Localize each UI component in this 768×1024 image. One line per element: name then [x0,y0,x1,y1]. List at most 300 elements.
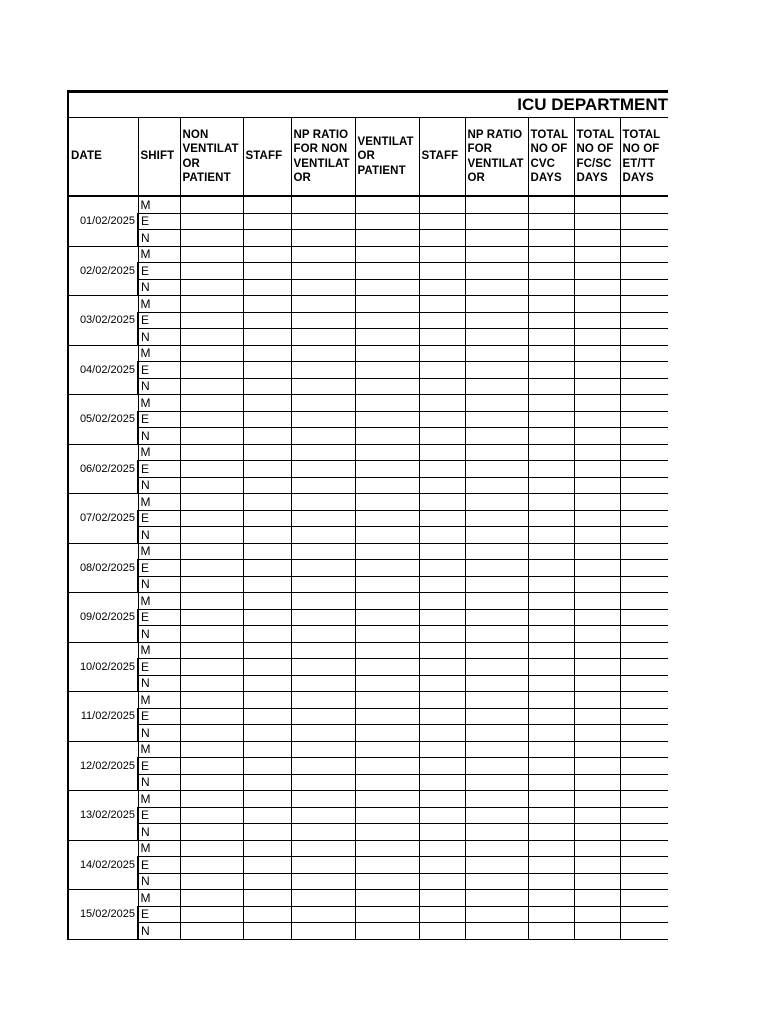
entry-cell[interactable] [243,527,291,544]
entry-cell[interactable] [291,395,355,412]
entry-cell[interactable] [291,840,355,857]
entry-cell[interactable] [355,692,419,709]
entry-cell[interactable] [243,923,291,940]
entry-cell[interactable] [419,576,465,593]
entry-cell[interactable] [528,708,574,725]
entry-cell[interactable] [528,576,574,593]
entry-cell[interactable] [419,213,465,230]
entry-cell[interactable] [419,246,465,263]
entry-cell[interactable] [243,642,291,659]
entry-cell[interactable] [419,560,465,577]
entry-cell[interactable] [419,758,465,775]
entry-cell[interactable] [355,428,419,445]
entry-cell[interactable] [180,593,243,610]
entry-cell[interactable] [419,494,465,511]
entry-cell[interactable] [355,296,419,313]
entry-cell[interactable] [620,196,668,213]
entry-cell[interactable] [291,560,355,577]
entry-cell[interactable] [574,675,620,692]
entry-cell[interactable] [419,593,465,610]
entry-cell[interactable] [528,543,574,560]
entry-cell[interactable] [419,378,465,395]
entry-cell[interactable] [355,659,419,676]
entry-cell[interactable] [528,312,574,329]
entry-cell[interactable] [528,906,574,923]
entry-cell[interactable] [528,461,574,478]
entry-cell[interactable] [355,510,419,527]
entry-cell[interactable] [180,857,243,874]
entry-cell[interactable] [465,807,528,824]
entry-cell[interactable] [528,659,574,676]
entry-cell[interactable] [355,791,419,808]
entry-cell[interactable] [528,362,574,379]
entry-cell[interactable] [355,758,419,775]
entry-cell[interactable] [465,428,528,445]
entry-cell[interactable] [291,543,355,560]
entry-cell[interactable] [419,609,465,626]
entry-cell[interactable] [574,807,620,824]
entry-cell[interactable] [528,494,574,511]
entry-cell[interactable] [180,296,243,313]
entry-cell[interactable] [528,560,574,577]
entry-cell[interactable] [291,642,355,659]
entry-cell[interactable] [528,609,574,626]
entry-cell[interactable] [291,279,355,296]
entry-cell[interactable] [465,692,528,709]
entry-cell[interactable] [465,230,528,247]
entry-cell[interactable] [419,329,465,346]
entry-cell[interactable] [291,659,355,676]
entry-cell[interactable] [243,725,291,742]
entry-cell[interactable] [243,395,291,412]
entry-cell[interactable] [243,774,291,791]
entry-cell[interactable] [180,444,243,461]
entry-cell[interactable] [180,807,243,824]
entry-cell[interactable] [291,477,355,494]
entry-cell[interactable] [419,527,465,544]
entry-cell[interactable] [419,543,465,560]
entry-cell[interactable] [465,527,528,544]
entry-cell[interactable] [291,196,355,213]
entry-cell[interactable] [528,692,574,709]
entry-cell[interactable] [465,675,528,692]
entry-cell[interactable] [291,807,355,824]
entry-cell[interactable] [620,807,668,824]
entry-cell[interactable] [355,725,419,742]
entry-cell[interactable] [620,279,668,296]
entry-cell[interactable] [355,741,419,758]
entry-cell[interactable] [419,296,465,313]
entry-cell[interactable] [465,840,528,857]
entry-cell[interactable] [180,873,243,890]
entry-cell[interactable] [180,659,243,676]
entry-cell[interactable] [465,263,528,280]
entry-cell[interactable] [243,494,291,511]
entry-cell[interactable] [620,626,668,643]
entry-cell[interactable] [355,626,419,643]
entry-cell[interactable] [465,906,528,923]
entry-cell[interactable] [574,345,620,362]
entry-cell[interactable] [419,196,465,213]
entry-cell[interactable] [620,741,668,758]
entry-cell[interactable] [180,494,243,511]
entry-cell[interactable] [528,890,574,907]
entry-cell[interactable] [528,807,574,824]
entry-cell[interactable] [180,411,243,428]
entry-cell[interactable] [355,840,419,857]
entry-cell[interactable] [180,213,243,230]
entry-cell[interactable] [620,906,668,923]
entry-cell[interactable] [419,840,465,857]
entry-cell[interactable] [465,378,528,395]
entry-cell[interactable] [465,411,528,428]
entry-cell[interactable] [528,196,574,213]
entry-cell[interactable] [419,774,465,791]
entry-cell[interactable] [419,230,465,247]
entry-cell[interactable] [620,890,668,907]
entry-cell[interactable] [620,857,668,874]
entry-cell[interactable] [419,395,465,412]
entry-cell[interactable] [243,791,291,808]
entry-cell[interactable] [180,378,243,395]
entry-cell[interactable] [465,890,528,907]
entry-cell[interactable] [419,279,465,296]
entry-cell[interactable] [355,461,419,478]
entry-cell[interactable] [574,543,620,560]
entry-cell[interactable] [620,659,668,676]
entry-cell[interactable] [291,246,355,263]
entry-cell[interactable] [620,378,668,395]
entry-cell[interactable] [291,461,355,478]
entry-cell[interactable] [243,824,291,841]
entry-cell[interactable] [620,411,668,428]
entry-cell[interactable] [528,230,574,247]
entry-cell[interactable] [574,758,620,775]
entry-cell[interactable] [180,477,243,494]
entry-cell[interactable] [620,873,668,890]
entry-cell[interactable] [620,774,668,791]
entry-cell[interactable] [180,395,243,412]
entry-cell[interactable] [465,395,528,412]
entry-cell[interactable] [419,725,465,742]
entry-cell[interactable] [180,196,243,213]
entry-cell[interactable] [355,527,419,544]
entry-cell[interactable] [291,857,355,874]
entry-cell[interactable] [528,213,574,230]
entry-cell[interactable] [465,708,528,725]
entry-cell[interactable] [355,708,419,725]
entry-cell[interactable] [355,312,419,329]
entry-cell[interactable] [243,213,291,230]
entry-cell[interactable] [291,873,355,890]
entry-cell[interactable] [620,791,668,808]
entry-cell[interactable] [574,428,620,445]
entry-cell[interactable] [180,890,243,907]
entry-cell[interactable] [419,659,465,676]
entry-cell[interactable] [291,510,355,527]
entry-cell[interactable] [291,527,355,544]
entry-cell[interactable] [243,626,291,643]
entry-cell[interactable] [620,246,668,263]
entry-cell[interactable] [355,609,419,626]
entry-cell[interactable] [574,692,620,709]
entry-cell[interactable] [574,296,620,313]
entry-cell[interactable] [465,774,528,791]
entry-cell[interactable] [355,857,419,874]
entry-cell[interactable] [291,824,355,841]
entry-cell[interactable] [620,213,668,230]
entry-cell[interactable] [180,362,243,379]
entry-cell[interactable] [243,840,291,857]
entry-cell[interactable] [528,675,574,692]
entry-cell[interactable] [291,626,355,643]
entry-cell[interactable] [620,576,668,593]
entry-cell[interactable] [243,378,291,395]
entry-cell[interactable] [620,329,668,346]
entry-cell[interactable] [180,560,243,577]
entry-cell[interactable] [465,461,528,478]
entry-cell[interactable] [243,560,291,577]
entry-cell[interactable] [620,345,668,362]
entry-cell[interactable] [291,741,355,758]
entry-cell[interactable] [180,642,243,659]
entry-cell[interactable] [180,543,243,560]
entry-cell[interactable] [419,791,465,808]
entry-cell[interactable] [355,543,419,560]
entry-cell[interactable] [574,824,620,841]
entry-cell[interactable] [528,345,574,362]
entry-cell[interactable] [574,626,620,643]
entry-cell[interactable] [355,906,419,923]
entry-cell[interactable] [180,510,243,527]
entry-cell[interactable] [620,923,668,940]
entry-cell[interactable] [355,329,419,346]
entry-cell[interactable] [465,329,528,346]
entry-cell[interactable] [355,593,419,610]
entry-cell[interactable] [243,312,291,329]
entry-cell[interactable] [574,230,620,247]
entry-cell[interactable] [574,741,620,758]
entry-cell[interactable] [243,477,291,494]
entry-cell[interactable] [574,362,620,379]
entry-cell[interactable] [528,444,574,461]
entry-cell[interactable] [620,675,668,692]
entry-cell[interactable] [291,791,355,808]
entry-cell[interactable] [355,890,419,907]
entry-cell[interactable] [574,411,620,428]
entry-cell[interactable] [419,906,465,923]
entry-cell[interactable] [180,329,243,346]
entry-cell[interactable] [528,279,574,296]
entry-cell[interactable] [465,345,528,362]
entry-cell[interactable] [620,428,668,445]
entry-cell[interactable] [180,774,243,791]
entry-cell[interactable] [528,741,574,758]
entry-cell[interactable] [574,708,620,725]
entry-cell[interactable] [180,312,243,329]
entry-cell[interactable] [291,329,355,346]
entry-cell[interactable] [465,246,528,263]
entry-cell[interactable] [291,378,355,395]
entry-cell[interactable] [243,890,291,907]
entry-cell[interactable] [574,890,620,907]
entry-cell[interactable] [419,345,465,362]
entry-cell[interactable] [465,758,528,775]
entry-cell[interactable] [528,774,574,791]
entry-cell[interactable] [180,906,243,923]
entry-cell[interactable] [574,791,620,808]
entry-cell[interactable] [620,263,668,280]
entry-cell[interactable] [620,824,668,841]
entry-cell[interactable] [355,395,419,412]
entry-cell[interactable] [419,428,465,445]
entry-cell[interactable] [528,263,574,280]
entry-cell[interactable] [620,609,668,626]
entry-cell[interactable] [574,494,620,511]
entry-cell[interactable] [243,857,291,874]
entry-cell[interactable] [574,593,620,610]
entry-cell[interactable] [243,263,291,280]
entry-cell[interactable] [419,510,465,527]
entry-cell[interactable] [243,741,291,758]
entry-cell[interactable] [355,411,419,428]
entry-cell[interactable] [355,263,419,280]
entry-cell[interactable] [180,246,243,263]
entry-cell[interactable] [465,824,528,841]
entry-cell[interactable] [243,411,291,428]
entry-cell[interactable] [574,196,620,213]
entry-cell[interactable] [291,923,355,940]
entry-cell[interactable] [419,873,465,890]
entry-cell[interactable] [180,692,243,709]
entry-cell[interactable] [243,279,291,296]
entry-cell[interactable] [620,593,668,610]
entry-cell[interactable] [574,923,620,940]
entry-cell[interactable] [291,906,355,923]
entry-cell[interactable] [465,279,528,296]
entry-cell[interactable] [243,345,291,362]
entry-cell[interactable] [243,246,291,263]
entry-cell[interactable] [465,741,528,758]
entry-cell[interactable] [574,461,620,478]
entry-cell[interactable] [419,675,465,692]
entry-cell[interactable] [620,230,668,247]
entry-cell[interactable] [528,857,574,874]
entry-cell[interactable] [620,708,668,725]
entry-cell[interactable] [180,527,243,544]
entry-cell[interactable] [243,510,291,527]
entry-cell[interactable] [419,923,465,940]
entry-cell[interactable] [574,527,620,544]
entry-cell[interactable] [355,774,419,791]
entry-cell[interactable] [465,477,528,494]
entry-cell[interactable] [180,279,243,296]
entry-cell[interactable] [574,510,620,527]
entry-cell[interactable] [528,329,574,346]
entry-cell[interactable] [620,543,668,560]
entry-cell[interactable] [291,758,355,775]
entry-cell[interactable] [180,791,243,808]
entry-cell[interactable] [528,593,574,610]
entry-cell[interactable] [620,692,668,709]
entry-cell[interactable] [528,378,574,395]
entry-cell[interactable] [419,692,465,709]
entry-cell[interactable] [355,642,419,659]
entry-cell[interactable] [574,395,620,412]
entry-cell[interactable] [243,362,291,379]
entry-cell[interactable] [574,246,620,263]
entry-cell[interactable] [620,758,668,775]
entry-cell[interactable] [291,411,355,428]
entry-cell[interactable] [528,510,574,527]
entry-cell[interactable] [355,378,419,395]
entry-cell[interactable] [180,923,243,940]
entry-cell[interactable] [620,840,668,857]
entry-cell[interactable] [465,213,528,230]
entry-cell[interactable] [419,741,465,758]
entry-cell[interactable] [620,510,668,527]
entry-cell[interactable] [419,642,465,659]
entry-cell[interactable] [465,923,528,940]
entry-cell[interactable] [243,906,291,923]
entry-cell[interactable] [243,543,291,560]
entry-cell[interactable] [355,345,419,362]
entry-cell[interactable] [180,758,243,775]
entry-cell[interactable] [243,576,291,593]
entry-cell[interactable] [465,543,528,560]
entry-cell[interactable] [419,461,465,478]
entry-cell[interactable] [291,774,355,791]
entry-cell[interactable] [355,444,419,461]
entry-cell[interactable] [574,444,620,461]
entry-cell[interactable] [465,444,528,461]
entry-cell[interactable] [574,279,620,296]
entry-cell[interactable] [243,593,291,610]
entry-cell[interactable] [180,345,243,362]
entry-cell[interactable] [180,675,243,692]
entry-cell[interactable] [528,840,574,857]
entry-cell[interactable] [574,609,620,626]
entry-cell[interactable] [465,312,528,329]
entry-cell[interactable] [528,395,574,412]
entry-cell[interactable] [528,758,574,775]
entry-cell[interactable] [291,428,355,445]
entry-cell[interactable] [180,824,243,841]
entry-cell[interactable] [291,494,355,511]
entry-cell[interactable] [355,196,419,213]
entry-cell[interactable] [528,923,574,940]
entry-cell[interactable] [243,708,291,725]
entry-cell[interactable] [528,642,574,659]
entry-cell[interactable] [620,477,668,494]
entry-cell[interactable] [528,246,574,263]
entry-cell[interactable] [620,642,668,659]
entry-cell[interactable] [243,609,291,626]
entry-cell[interactable] [528,411,574,428]
entry-cell[interactable] [355,246,419,263]
entry-cell[interactable] [574,725,620,742]
entry-cell[interactable] [291,444,355,461]
entry-cell[interactable] [574,213,620,230]
entry-cell[interactable] [355,560,419,577]
entry-cell[interactable] [243,807,291,824]
entry-cell[interactable] [465,642,528,659]
entry-cell[interactable] [243,873,291,890]
entry-cell[interactable] [465,494,528,511]
entry-cell[interactable] [291,345,355,362]
entry-cell[interactable] [243,196,291,213]
entry-cell[interactable] [419,890,465,907]
